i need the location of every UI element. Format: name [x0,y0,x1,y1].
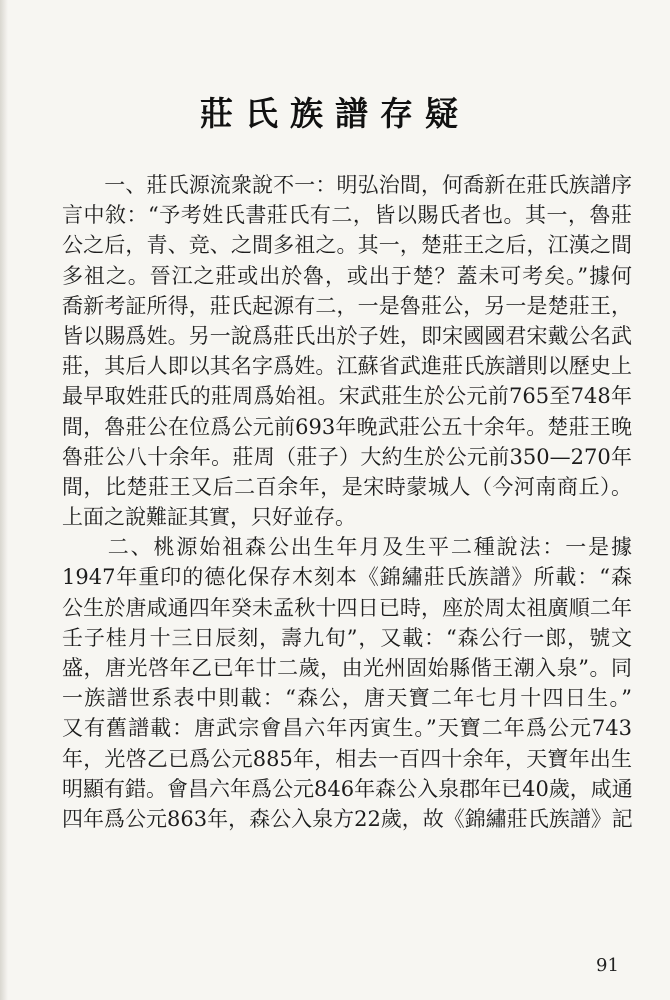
text-line: 皆以賜爲姓。另一說爲莊氏出於子姓，即宋國國君宋戴公名武 [62,323,632,348]
text-line: 間，比楚莊王又后二百余年，是宋時蒙城人（今河南商丘）。 [62,474,632,499]
text-line: 公生於唐咸通四年癸未孟秋十四日已時，座於周太祖廣順二年 [62,595,632,620]
text-line: 最早取姓莊氏的莊周爲始祖。宋武莊生於公元前765至748年 [62,384,632,409]
text-line: 多祖之。晉江之莊或出於魯，或出于楚？蓋未可考矣。”據何 [62,263,632,288]
text-line: 間，魯莊公在位爲公元前693年晚武莊公五十余年。楚莊王晚 [62,414,632,439]
paragraph-2 [62,532,632,834]
text-line: 年，光啓乙已爲公元885年，相去一百四十余年，天寶年出生 [62,746,632,771]
text-line: 魯莊公八十余年。莊周（莊子）大約生於公元前350—270年 [62,444,632,469]
text-line: 上面之說難証其實，只好並存。 [62,505,356,530]
text-line: 言中敘：“予考姓氏書莊氏有二，皆以賜氏者也。其一，魯莊 [62,203,632,228]
text-line: 壬子桂月十三日辰刻，壽九旬”，又載：“森公行一郎，號文 [62,625,632,650]
paragraph-1 [62,170,632,532]
text-line: 明顯有錯。會昌六年爲公元846年森公入泉郡年已40歲，咸通 [62,776,633,801]
text-line: 又有舊譜載：唐武宗會昌六年丙寅生。”天寶二年爲公元743 [62,716,632,741]
text-line: 盛，唐光啓年乙已年廿二歲，由光州固始縣偕王潮入泉”。同 [62,656,632,680]
page-number: 91 [596,955,619,976]
text-line: 一、莊氏源流衆說不一：明弘治間，何喬新在莊氏族譜序 [62,173,632,197]
text-line: 二、桃源始祖森公出生年月及生平二種說法：一是據 [62,535,632,560]
body-text [62,170,632,834]
text-line: 公之后，青、竞、之間多祖之。其一，楚莊王之后，江漢之間 [62,233,632,258]
scan-edge-shadow [0,0,8,1000]
text-line: 莊，其后人即以其名字爲姓。江蘇省武進莊氏族譜則以歷史上 [62,354,632,379]
text-line: 四年爲公元863年，森公入泉方22歲，故《錦繡莊氏族譜》記 [62,806,633,831]
text-line: 一族譜世系表中則載：“森公，唐天寶二年七月十四日生。” [62,686,632,711]
page-title: 莊氏族譜存疑 [200,94,470,133]
text-line: 1947年重印的德化保存木刻本《錦繡莊氏族譜》所載：“森 [62,565,632,590]
text-line: 喬新考証所得，莊氏起源有二，一是魯莊公，另一是楚莊王， [62,293,632,318]
